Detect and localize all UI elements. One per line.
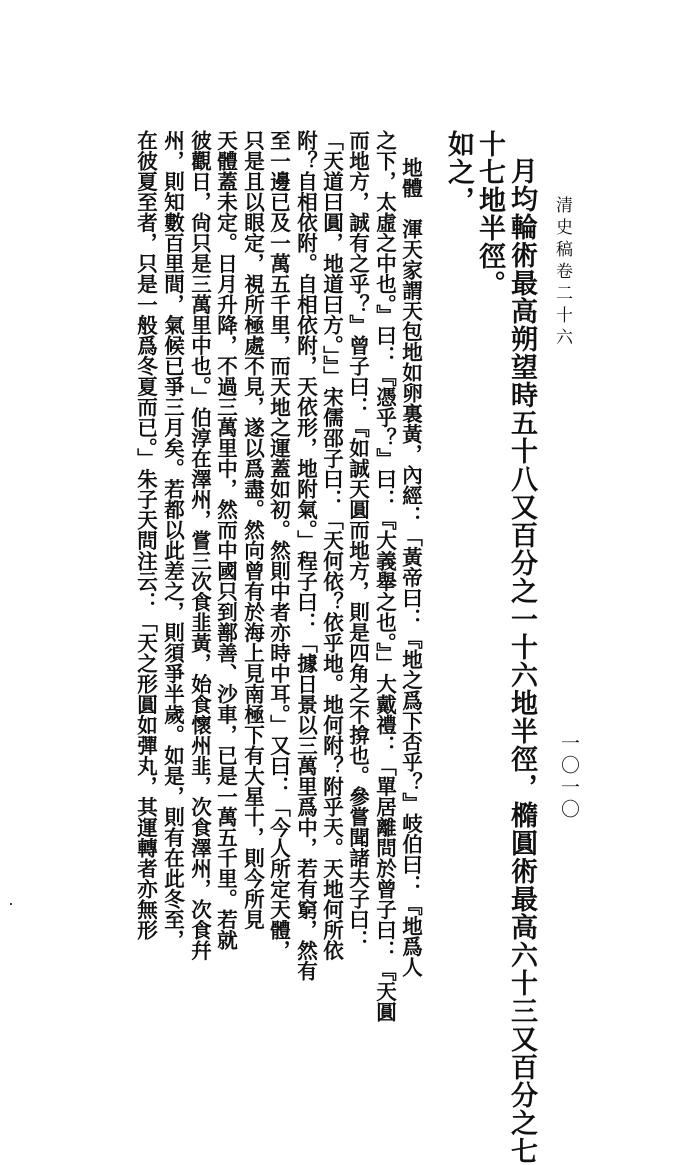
text-column-4: 地體 渾天家謂天包地如卵裏黃，內經：「黃帝曰：『地之爲下否乎？』岐伯曰：『地爲人 [398, 157, 423, 977]
text-column-9: 至一邊已及一萬五千里，而天地之運蓋如初。然則中者亦時中耳。」又曰：「今人所定天體， [266, 130, 291, 961]
text-column-10: 只是且以眼定，視所極處不見，遂以爲盡。然向曾有於海上見南極下有大星十，則今所見 [240, 130, 265, 930]
page-number: 一〇一〇 [558, 733, 580, 821]
text-column-8: 附？自相依附。自相依附，天依形，地附氣。」程子曰：「據日景以三萬里爲中，若有窮，然有 [293, 130, 318, 981]
text-column-11: 天體蓋未定。日月升降，不過三萬里中，然而中國只到鄯善、沙車，已是一萬五千里。若就 [213, 130, 238, 950]
text-column-14: 在彼夏至者，只是一般爲冬夏而已。」朱子天問注云：「天之形圓如彈丸，其運轉者亦無形 [133, 130, 158, 940]
text-column-3: 如之， [443, 130, 474, 214]
running-header: 清史稿卷二十六 [552, 196, 572, 350]
text-column-13: 州，則知數百里間，氣候已爭三月矣。若都以此差之，則須爭半歲。如是，則有在此冬至， [160, 130, 185, 950]
text-column-2: 月均輪術最高朔望時五十八又百分之一十六地半徑，橢圓術最高六十三又百分之七 [506, 157, 537, 1165]
text-column-5: 之下，太虛之中也。』曰：『憑乎？』曰：『大義舉之也。』」大戴禮：「單居離問於曾子曰：『天圓 [372, 130, 397, 1022]
text-column-1: 十七地半徑。 [474, 130, 505, 298]
text-column-12: 彼觀日，尙只是三萬里中也。」伯淳在澤州，嘗三次食韭黃，始食懷州韭，次食澤州，次食幷 [187, 130, 212, 961]
text-column-6: 而地方，誠有之乎？』曾子曰：『如誠天圓而地方，則是四角之不揜也。參嘗聞諸夫子曰： [345, 130, 370, 950]
text-column-7: 「天道曰圓，地道曰方。」』」宋儒邵子曰：「天何依？依乎地。地何附？附乎天。天地何所依 [319, 130, 344, 961]
scan-speck [10, 903, 12, 905]
